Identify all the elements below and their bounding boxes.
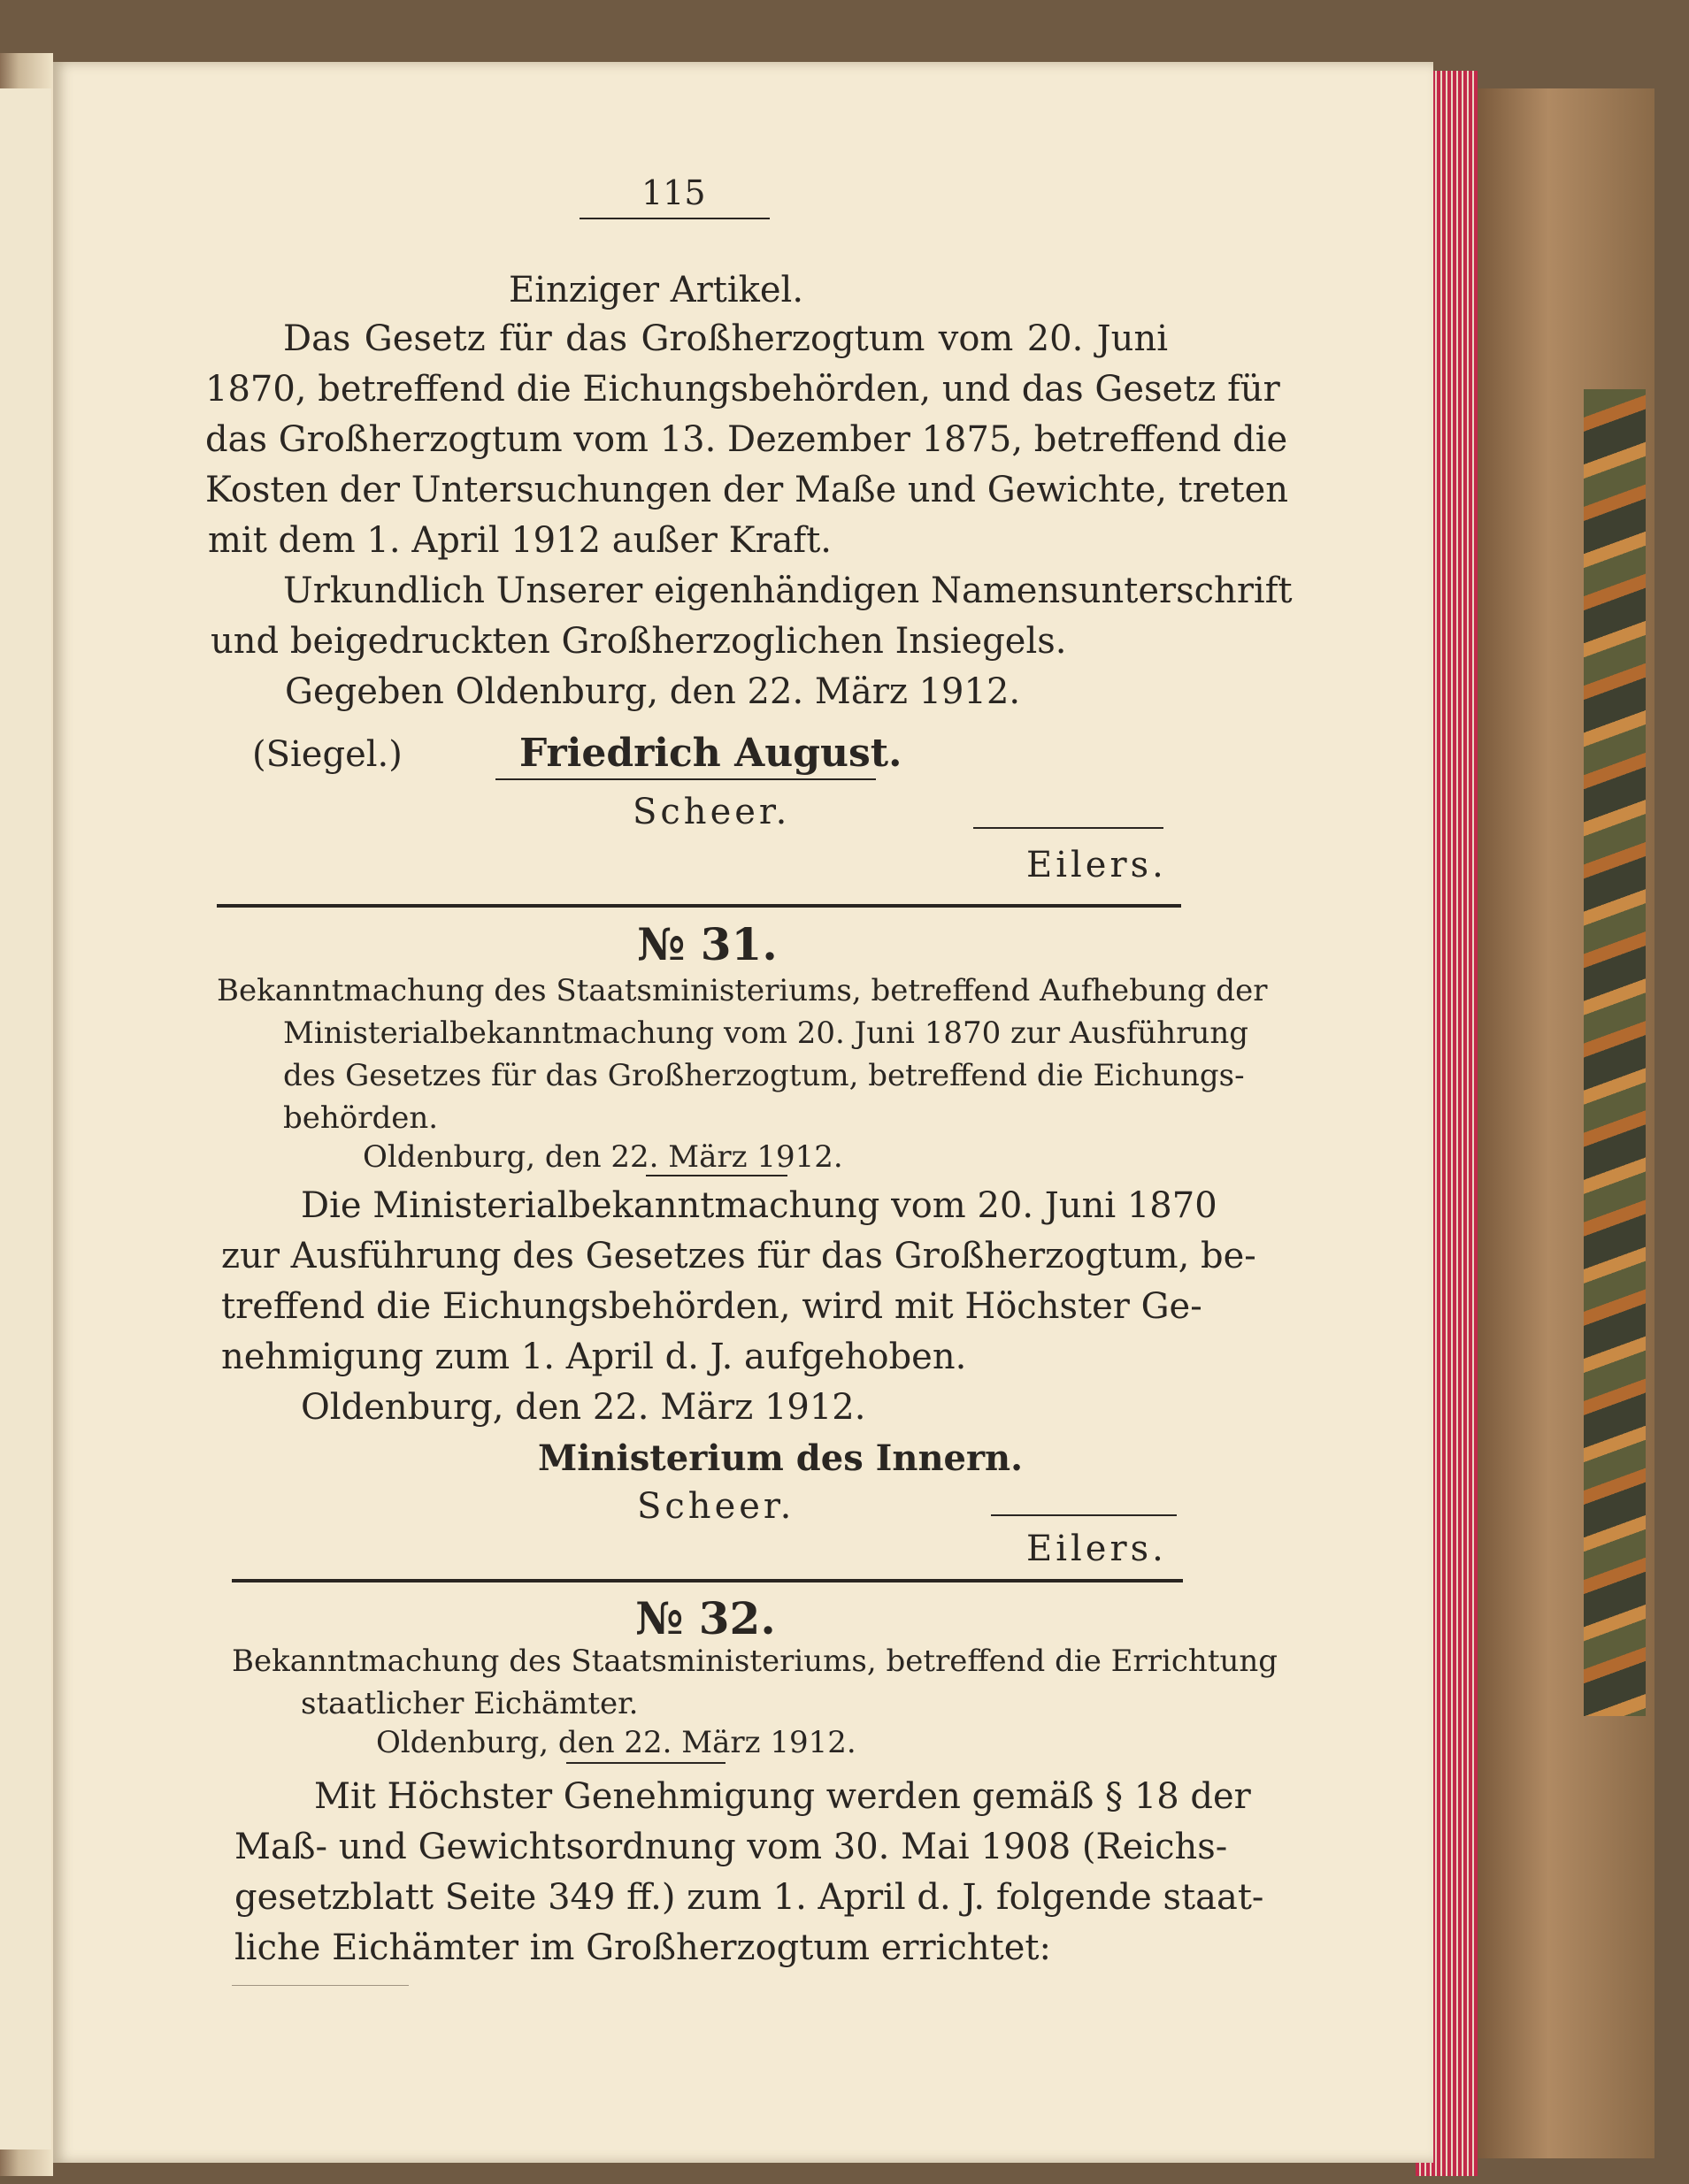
signature-rule (495, 778, 876, 780)
footer-rule (232, 1985, 409, 1986)
signer-scheer: Scheer. (633, 792, 791, 832)
no31-title-line-4: behörden. (283, 1100, 439, 1136)
no31-body-line-4: nehmigung zum 1. April d. J. aufgehoben. (221, 1337, 967, 1377)
no31-body-line-3: treffend die Eichungsbehörden, wird mit Höchster Ge- (221, 1286, 1202, 1327)
no31-signer-scheer: Scheer. (637, 1486, 795, 1527)
no32-title-line-1: Bekanntmachung des Staatsministeriums, betreffend die Errichtung (232, 1644, 1278, 1679)
no32-title-line-2: staatlicher Eichämter. (301, 1686, 639, 1721)
no32-body-line-2: Maß- und Gewichtsordnung vom 30. Mai 1908 (Reichs- (234, 1827, 1228, 1867)
no32-date: Oldenburg, den 22. März 1912. (376, 1725, 856, 1760)
urkund-line-1: Urkundlich Unserer eigenhändigen Namensunterschrift (283, 571, 1293, 611)
previous-page-edge (0, 88, 51, 2150)
no31-body-line-2: zur Ausführung des Gesetzes für das Großherzogtum, be- (221, 1236, 1256, 1276)
no32-body-line-1: Mit Höchster Genehmigung werden gemäß § 18 der (314, 1776, 1251, 1817)
no31-signer-rule (991, 1514, 1177, 1516)
no31-number: № 31. (637, 918, 778, 970)
section-divider-2 (232, 1579, 1183, 1582)
signature: Friedrich August. (519, 731, 902, 776)
no31-signer-eilers: Eilers. (1026, 1529, 1167, 1569)
given-line: Gegeben Oldenburg, den 22. März 1912. (285, 671, 1021, 712)
page-number-rule (580, 218, 770, 219)
section-divider-1 (217, 904, 1181, 908)
no32-number: № 32. (635, 1592, 776, 1644)
article-line-4: Kosten der Untersuchungen der Maße und Gewichte, treten (205, 470, 1289, 510)
no31-title-line-1: Bekanntmachung des Staatsministeriums, betreffend Aufhebung der (217, 973, 1268, 1008)
article-line-1: Das Gesetz für das Großherzogtum vom 20. Juni (283, 318, 1168, 359)
no32-body-line-4: liche Eichämter im Großherzogtum errichtet: (234, 1927, 1051, 1968)
no31-ministry: Ministerium des Innern. (538, 1437, 1024, 1479)
article-line-2: 1870, betreffend die Eichungsbehörden, und das Gesetz für (205, 369, 1280, 410)
article-heading: Einziger Artikel. (509, 270, 804, 310)
no32-body-line-3: gesetzblatt Seite 349 ff.) zum 1. April d. J. folgende staat- (234, 1877, 1264, 1918)
no31-title-line-3: des Gesetzes für das Großherzogtum, betreffend die Eichungs- (283, 1058, 1245, 1093)
no32-date-rule (566, 1762, 726, 1764)
article-line-5: mit dem 1. April 1912 außer Kraft. (208, 520, 833, 561)
no31-date-rule (646, 1175, 787, 1176)
page-number: 115 (641, 173, 706, 212)
signer-eilers: Eilers. (1026, 845, 1167, 885)
no31-body-line-1: Die Ministerialbekanntmachung vom 20. Juni 1870 (301, 1185, 1217, 1226)
article-line-3: das Großherzogtum vom 13. Dezember 1875, betreffend die (205, 419, 1288, 460)
urkund-line-2: und beigedruckten Großherzoglichen Insiegels. (211, 621, 1067, 662)
signer-rule (973, 827, 1163, 829)
marbled-cover (1584, 389, 1646, 1716)
no31-place: Oldenburg, den 22. März 1912. (301, 1387, 866, 1428)
no31-title-line-2: Ministerialbekanntmachung vom 20. Juni 1870 zur Ausführung (283, 1015, 1249, 1051)
no31-date: Oldenburg, den 22. März 1912. (363, 1139, 843, 1175)
seal-label: (Siegel.) (252, 734, 403, 775)
